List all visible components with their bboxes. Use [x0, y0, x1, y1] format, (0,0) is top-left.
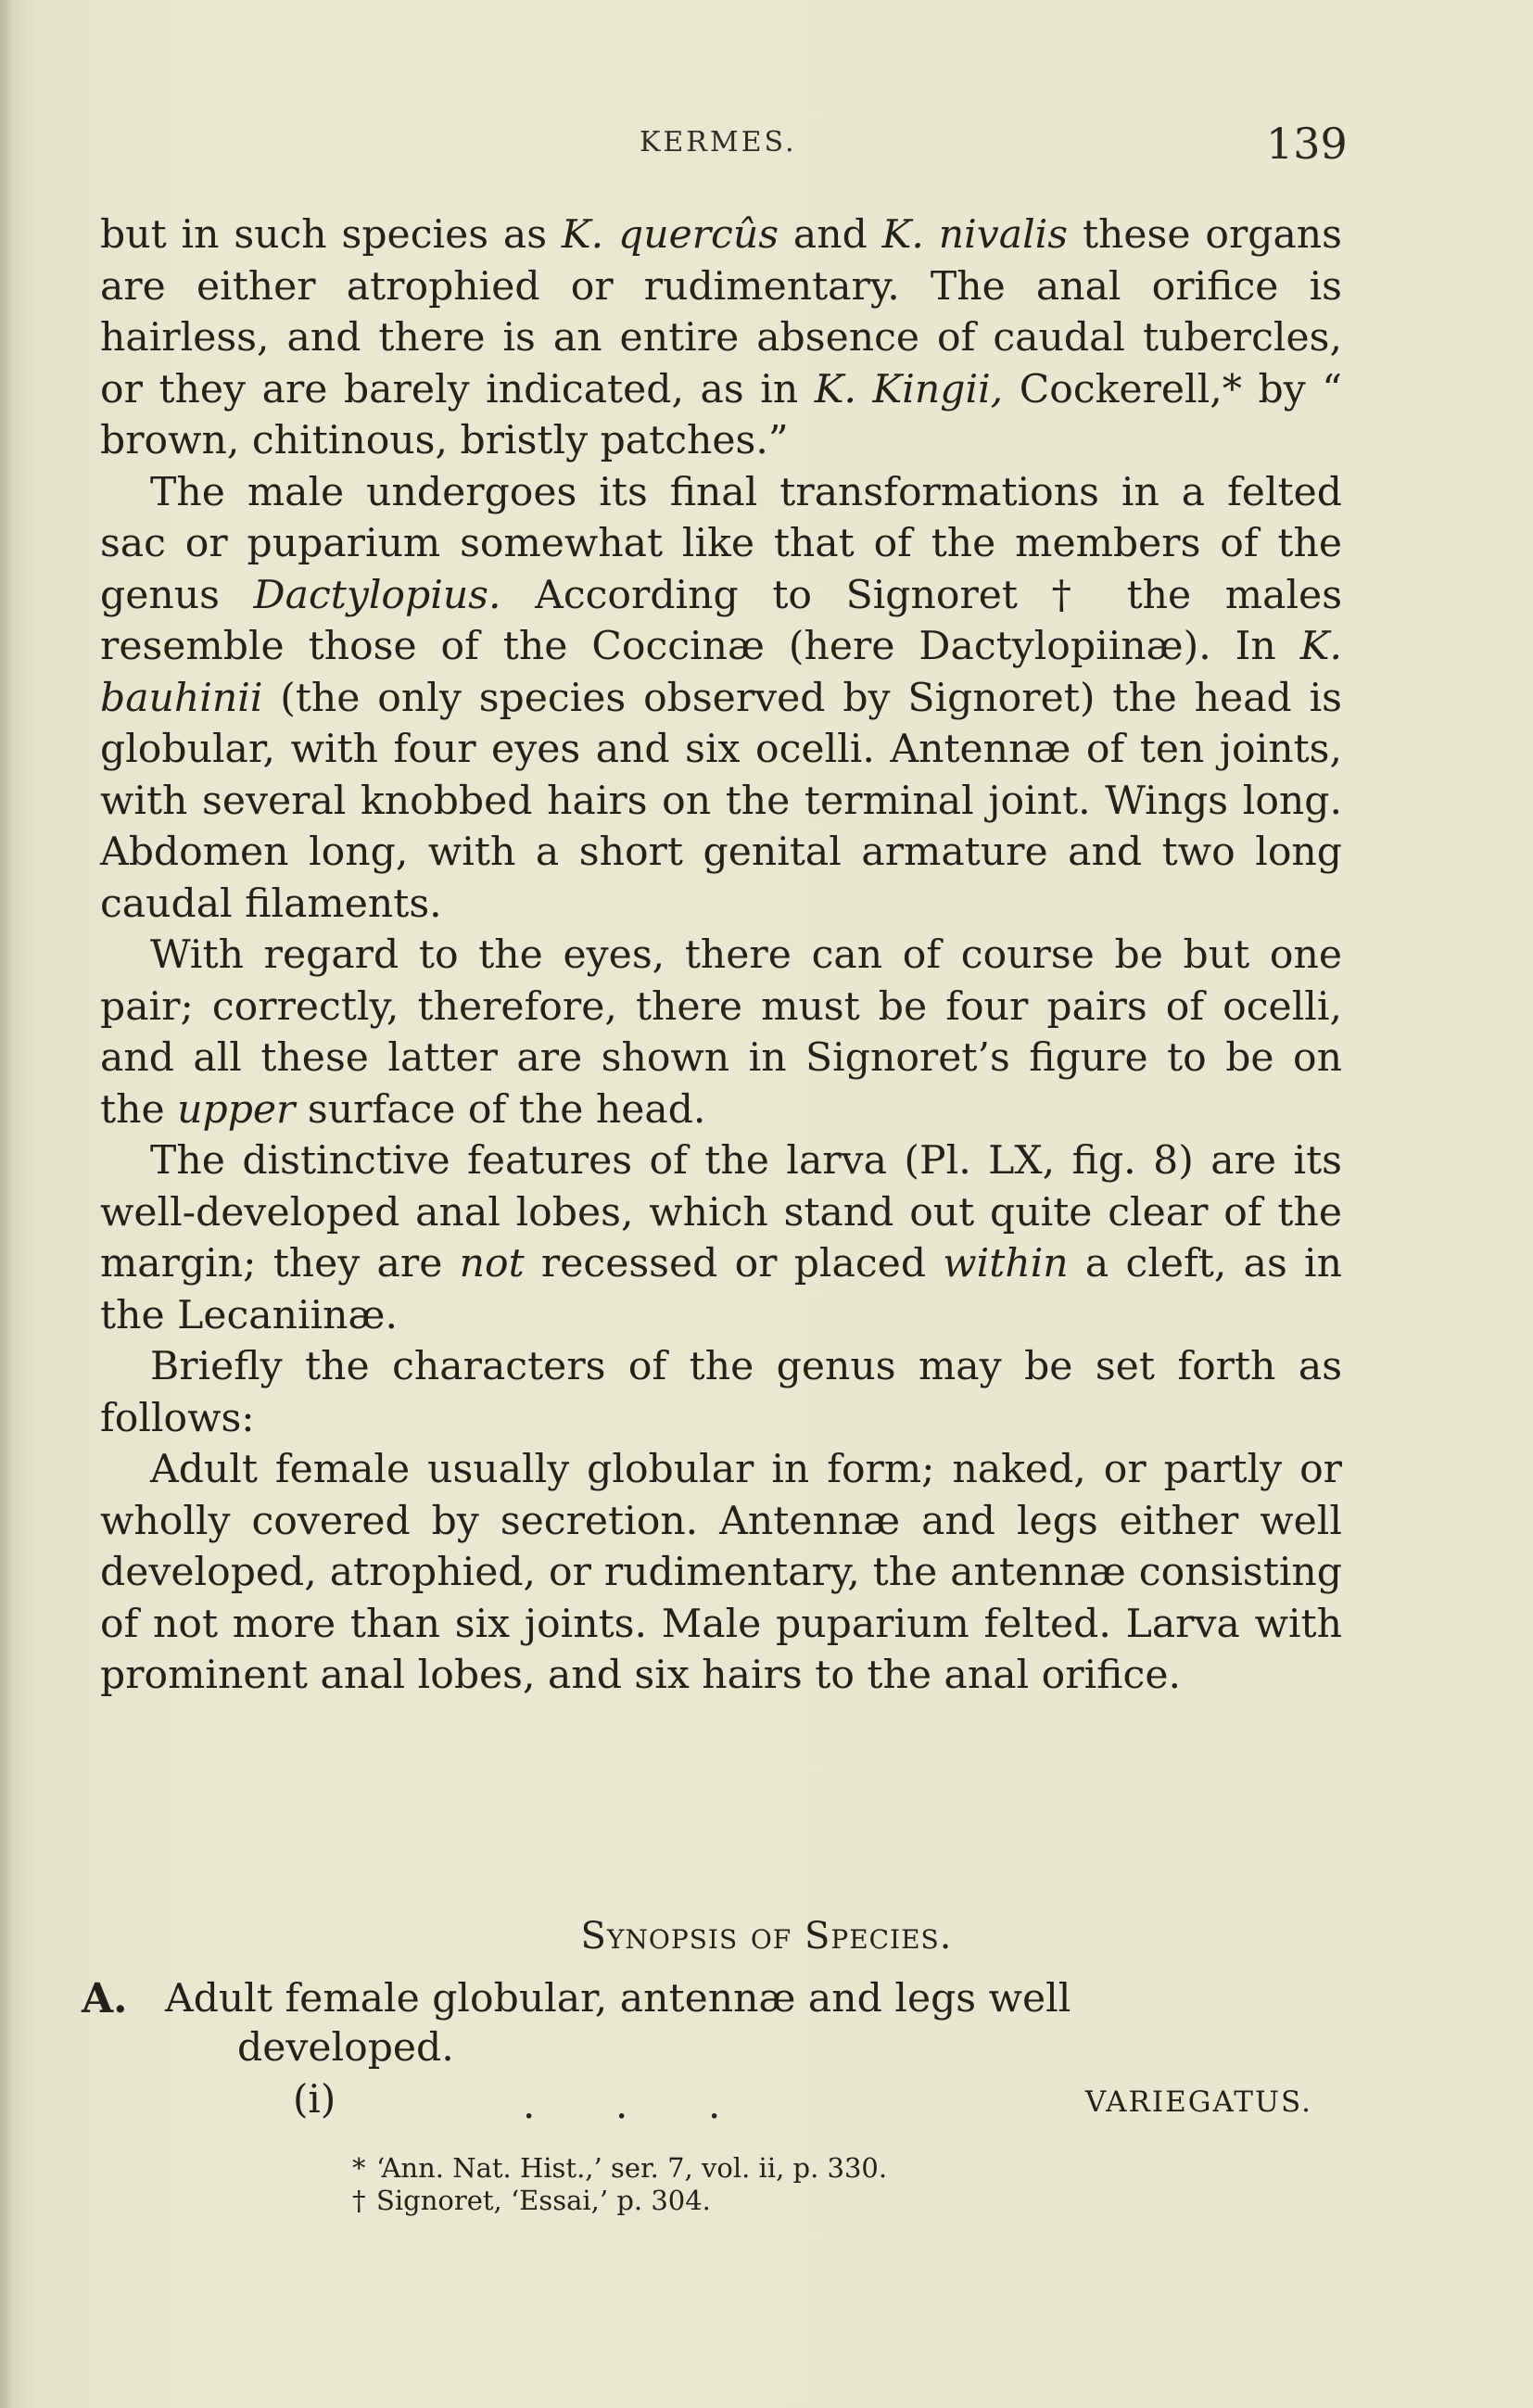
paragraph-3-text-2: surface of the head.	[295, 1086, 706, 1133]
paragraph-3	[100, 930, 1342, 1135]
paragraph-6-text-1: Adult female usually globular in form; naked, or partly or wholly covered by secretion. Antennæ and legs either well developed, atrophied, or rudimentary, the antennæ consisting of not more than six joints. Male puparium felted. Larva with prominent anal lobes, and six hairs to the anal orifice.	[100, 1447, 1342, 1698]
body-text	[100, 209, 1342, 1702]
paragraph-4-text-3: a cleft, as in the Lecaniinæ.	[100, 1241, 1342, 1338]
footnote-2-text: Signoret, ‘Essai,’ p. 304.	[376, 2185, 711, 2216]
footnote-1-text: ‘Ann. Nat. Hist.,’ ser. 7, vol. ii, p. 330.	[376, 2152, 888, 2184]
species-name-variegatus: VARIEGATUS.	[1084, 2085, 1312, 2119]
subitem-label: (i)	[293, 2076, 336, 2122]
paragraph-1-text-3: these organs are either atrophied or rudimentary. The anal orifice is hairless, and there is an entire absence of caudal tubercles, or they are barely indicated, as in	[100, 212, 1342, 412]
paragraph-2-text-2: According to Signoret † the males resemble those of the Coccinæ (here Dactylopiinæ). In	[100, 572, 1343, 669]
paragraph-1-text-1: but in such species as	[100, 212, 562, 258]
paragraph-6-genus-characters	[100, 1444, 1342, 1702]
leader-dot: .	[523, 2082, 536, 2127]
synopsis-heading: Synopsis of Species.	[580, 1915, 953, 1958]
synopsis-subitem-i	[293, 2076, 1322, 2128]
paragraph-5	[100, 1341, 1342, 1444]
leader-dot: .	[615, 2082, 628, 2127]
paragraph-4	[100, 1135, 1342, 1341]
synopsis-item-a	[82, 1974, 1324, 2072]
paragraph-2-text-1: The male undergoes its final transformations in a felted sac or puparium somewhat like that of the members of the genus	[100, 469, 1342, 618]
genus-dactylopius: Dactylopius.	[253, 572, 501, 618]
paragraph-1-text-4: Cockerell,* by “ brown, chitinous, bristly patches.”	[100, 366, 1343, 463]
species-quercus: K. quercûs	[561, 212, 779, 258]
species-nivalis: K. nivalis	[881, 212, 1069, 258]
paragraph-1	[100, 209, 1342, 467]
footnote-1	[352, 2152, 1186, 2185]
footnote-1-marker: *	[352, 2152, 366, 2184]
species-bauhinii: K. bauhinii	[100, 624, 1342, 721]
footnotes	[352, 2152, 1186, 2217]
synopsis-item-line-1: Adult female globular, antennæ and legs well	[165, 1976, 1071, 2021]
emphasis-not: not	[459, 1241, 525, 1286]
synopsis-item-marker: A.	[82, 1975, 128, 2022]
synopsis-item-text	[165, 1974, 1324, 2072]
running-head	[0, 119, 1533, 174]
paragraph-2	[100, 467, 1342, 931]
running-title: KERMES.	[640, 126, 797, 158]
page-number: 139	[1266, 119, 1348, 169]
paragraph-1-text-2: and	[779, 212, 882, 258]
paragraph-4-text-2: recessed or placed	[524, 1241, 944, 1286]
species-kingii: K. Kingii,	[814, 366, 1004, 412]
leader-dots	[523, 2082, 801, 2127]
emphasis-upper: upper	[177, 1086, 296, 1133]
paragraph-3-text-1: With regard to the eyes, there can of course be but one pair; correctly, therefore, there must be four pairs of ocelli, and all these latter are shown in Signoret’s figure to be on the	[100, 932, 1342, 1133]
paragraph-5-text-1: Briefly the characters of the genus may be set forth as follows:	[100, 1344, 1342, 1441]
emphasis-within: within	[943, 1241, 1069, 1286]
paragraph-4-text-1: The distinctive features of the larva (Pl. LX, fig. 8) are its well-developed anal lobes, which stand out quite clear of the margin; they are	[100, 1138, 1342, 1286]
leader-dot: .	[708, 2082, 721, 2127]
synopsis-item-line-2: developed.	[237, 2025, 454, 2071]
footnote-2	[352, 2185, 1186, 2217]
footnote-2-marker: †	[352, 2185, 366, 2216]
paragraph-2-text-3: (the only species observed by Signoret) the head is globular, with four eyes and six ocelli. Antennæ of ten joints, with several knobbed hairs on the terminal joint. Wings long. Abdomen long, with a short genital armature and two long caudal filaments.	[100, 675, 1342, 927]
